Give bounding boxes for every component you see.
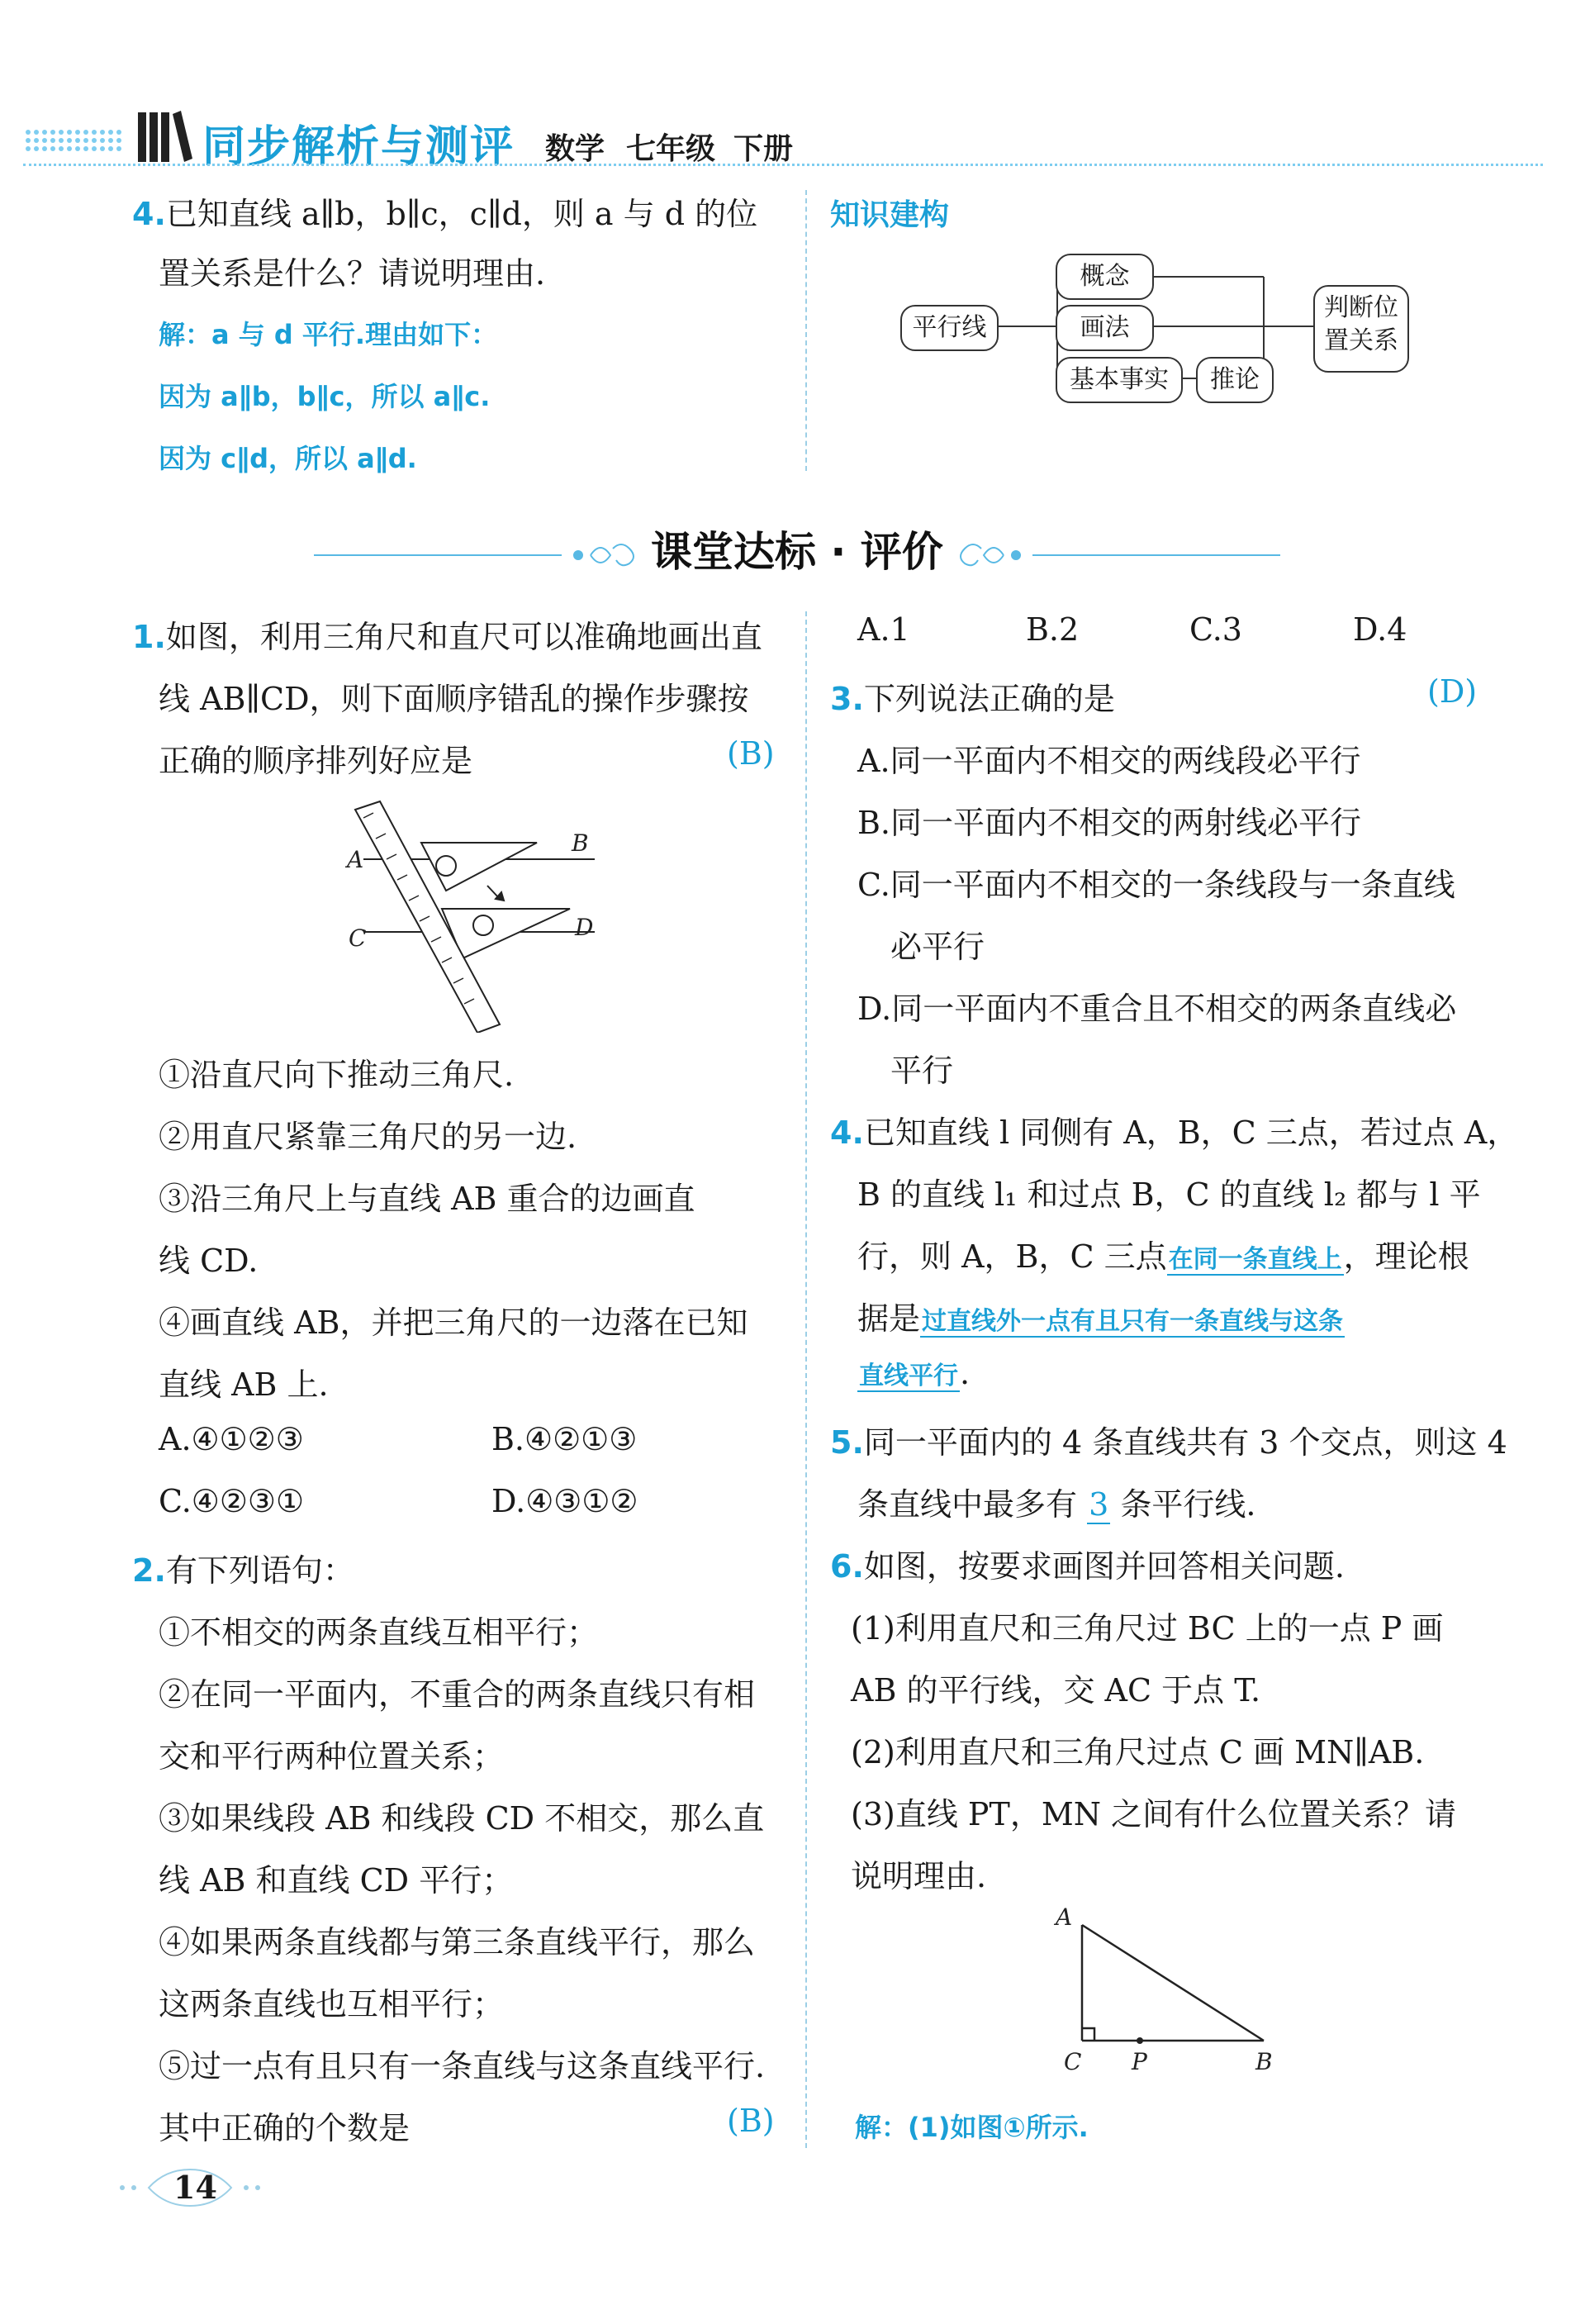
q4-line4: 据是过直线外一点有且只有一条直线与这条 (857, 1300, 1344, 1337)
q1-fig-label-C: C (349, 924, 367, 952)
section-title: 课堂达标 · 评价 (651, 528, 943, 576)
map-node-drawing: 画法 (1056, 305, 1154, 351)
q6-line0: 6.如图，按要求画图并回答相关问题. (830, 1548, 1345, 1585)
q5-line1: 5.同一平面内的 4 条直线共有 3 个交点，则这 4 (830, 1424, 1507, 1461)
q2-option-c: C.3 (1189, 611, 1242, 648)
q6-answer: 解：(1)如图①所示. (855, 2112, 1089, 2143)
q2-s1: ①不相交的两条直线互相平行； (159, 1614, 599, 1651)
q3-option-d1: D.同一平面内不重合且不相交的两条直线必 (857, 991, 1457, 1027)
q2-s2a: ②在同一平面内，不重合的两条直线只有相 (159, 1676, 756, 1713)
q2-s4b: 这两条直线也互相平行； (159, 1986, 505, 2022)
map-node-judge (1313, 285, 1409, 373)
column-divider-main (805, 611, 807, 2148)
q4top-answer1: 解：a 与 d 平行.理由如下： (159, 319, 498, 350)
q1-step4b: 直线 AB 上. (159, 1366, 329, 1403)
q1-fig-label-B: B (572, 829, 589, 857)
q1-answer: (B) (727, 735, 775, 772)
q3-option-d2: 平行 (890, 1053, 954, 1089)
q6-s1b: AB 的平行线，交 AC 于点 T. (851, 1672, 1261, 1709)
q4-line1: 4.已知直线 l 同侧有 A，B，C 三点，若过点 A， (830, 1114, 1519, 1151)
q1-line2: 线 AB∥CD，则下面顺序错乱的操作步骤按 (159, 681, 749, 717)
q6-s1a: (1)利用直尺和三角尺过 BC 上的一点 P 画 (851, 1610, 1444, 1647)
q6-s3a: (3)直线 PT，MN 之间有什么位置关系？请 (851, 1796, 1457, 1832)
q2-option-b: B.2 (1026, 611, 1080, 648)
q2-s3b: 线 AB 和直线 CD 平行； (159, 1862, 514, 1899)
q3-line0: 3.下列说法正确的是 (830, 681, 1115, 717)
q4-fill2b: 直线平行 (859, 1362, 958, 1390)
q6-fig-label-A: A (1056, 1903, 1073, 1931)
q1-step3b: 线 CD. (159, 1243, 259, 1279)
q6-s3b: 说明理由. (851, 1858, 987, 1894)
q4-fill1: 在同一条直线上 (1168, 1245, 1342, 1274)
q4-line2: B 的直线 l₁ 和过点 B，C 的直线 l₂ 都与 l 平 (857, 1176, 1481, 1213)
q3-option-b: B.同一平面内不相交的两射线必平行 (857, 805, 1362, 841)
q5-line2: 条直线中最多有 3 条平行线. (857, 1486, 1256, 1523)
q1-step3a: ③沿三角尺上与直线 AB 重合的边画直 (159, 1181, 695, 1217)
q1-fig-label-D: D (575, 914, 594, 941)
q2-answer: (B) (727, 2103, 775, 2139)
q1-option-a: A.④①②③ (159, 1421, 304, 1457)
q2-s2b: 交和平行两种位置关系； (159, 1738, 505, 1775)
map-node-concept: 概念 (1056, 254, 1154, 300)
q1-figure (330, 793, 628, 1033)
map-node-basic-fact: 基本事实 (1056, 357, 1183, 403)
q2-option-d: D.4 (1353, 611, 1407, 648)
q1-option-c: C.④②③① (159, 1483, 305, 1519)
q3-option-c2: 必平行 (890, 929, 985, 965)
header-dots (23, 124, 131, 157)
header-title: 同步解析与测评 (202, 122, 515, 172)
q4-line5: 直线平行. (859, 1355, 971, 1391)
q4top-answer3: 因为 c∥d，所以 a∥d. (159, 443, 417, 474)
q1-option-b: B.④②①③ (491, 1421, 638, 1457)
book-logo-icon (136, 106, 194, 165)
q2-s4a: ④如果两条直线都与第三条直线平行，那么 (159, 1924, 756, 1960)
q3-option-a: A.同一平面内不相交的两线段必平行 (857, 743, 1361, 779)
q4-fill2a: 过直线外一点有且只有一条直线与这条 (922, 1307, 1344, 1336)
page-number: 14 (173, 2169, 217, 2206)
q2-option-a: A.1 (857, 611, 910, 648)
q6-fig-label-C: C (1064, 2048, 1082, 2075)
q1-step1: ①沿直尺向下推动三角尺. (159, 1057, 515, 1093)
q6-figure (1049, 1900, 1305, 2082)
q1-option-d: D.④③①② (491, 1483, 638, 1519)
column-divider-top (805, 190, 807, 471)
q3-answer: (D) (1427, 673, 1478, 710)
q4top-answer2: 因为 a∥b，b∥c，所以 a∥c. (159, 381, 491, 412)
q1-line3: 正确的顺序排列好应是 (159, 743, 473, 779)
q1-step4a: ④画直线 AB，并把三角尺的一边落在已知 (159, 1305, 748, 1341)
map-node-judge-line1: 判断位 (1324, 293, 1398, 322)
q6-fig-label-P: P (1132, 2048, 1147, 2075)
q1-line1: 1.如图，利用三角尺和直尺可以准确地画出直 (132, 619, 762, 655)
header-subject: 数学 七年级 下册 (545, 132, 794, 166)
q1-step2: ②用直尺紧靠三角尺的另一边. (159, 1119, 577, 1155)
q5-fill: 3 (1089, 1486, 1109, 1523)
header-rule (23, 164, 1543, 169)
q6-s2: (2)利用直尺和三角尺过点 C 画 MN∥AB. (851, 1734, 1425, 1770)
q3-option-c1: C.同一平面内不相交的一条线段与一条直线 (857, 867, 1455, 903)
q6-fig-label-B: B (1255, 2048, 1273, 2075)
map-node-corollary: 推论 (1196, 357, 1274, 403)
q1-fig-label-A: A (347, 846, 364, 873)
q4-line3: 行，则 A，B，C 三点在同一条直线上，理论根 (857, 1238, 1469, 1275)
q2-line0: 2.有下列语句： (132, 1552, 354, 1589)
q2-s5: ⑤过一点有且只有一条直线与这条直线平行. (159, 2048, 766, 2084)
q4top-line2: 置关系是什么？请说明理由. (159, 255, 546, 292)
map-node-judge-line2: 置关系 (1324, 326, 1398, 355)
map-node-parallel: 平行线 (900, 305, 999, 351)
q2-s6: 其中正确的个数是 (159, 2110, 411, 2146)
q4top-line1: 4.已知直线 a∥b，b∥c，c∥d，则 a 与 d 的位 (132, 196, 758, 232)
q2-s3a: ③如果线段 AB 和线段 CD 不相交，那么直 (159, 1800, 765, 1837)
knowledge-title: 知识建构 (830, 198, 950, 232)
